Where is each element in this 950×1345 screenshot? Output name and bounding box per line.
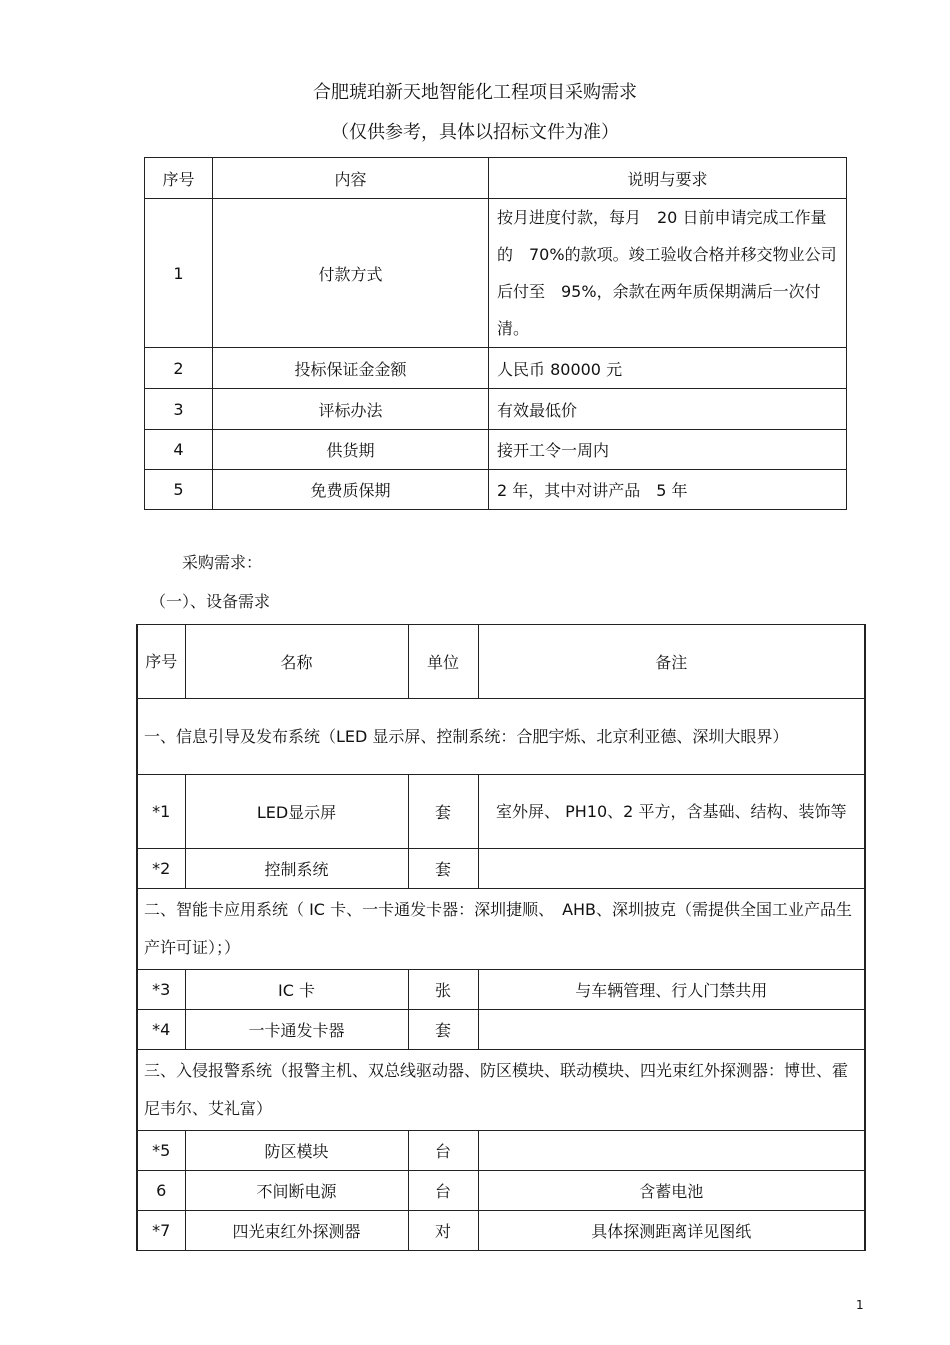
row-no: 2 <box>145 348 213 389</box>
section-row <box>137 889 865 970</box>
row-unit: 套 <box>408 849 478 889</box>
header-note: 备注 <box>478 625 865 699</box>
row-item: 供货期 <box>213 430 489 470</box>
row-note: 含蓄电池 <box>478 1171 865 1211</box>
table-row <box>145 199 847 348</box>
row-item: 免费质保期 <box>213 470 489 510</box>
row-note <box>478 1131 865 1171</box>
row-unit: 台 <box>408 1171 478 1211</box>
equipment-heading: （一）、设备需求 <box>150 592 271 611</box>
row-note <box>478 849 865 889</box>
section-row <box>137 1050 865 1131</box>
table-row <box>145 470 847 510</box>
procurement-heading: 采购需求： <box>182 553 263 572</box>
row-desc: 人民币 80000 元 <box>489 348 847 389</box>
row-desc: 接开工令一周内 <box>489 430 847 470</box>
row-note <box>478 1010 865 1050</box>
row-item: 评标办法 <box>213 389 489 430</box>
table-row <box>137 775 865 849</box>
row-desc: 有效最低价 <box>489 389 847 430</box>
row-desc: 按月进度付款，每月 20 日前申请完成工作量的 70%的款项。竣工验收合格并移交物业公司后付至 95%，余款在两年质保期满后一次付清。 <box>489 199 847 348</box>
row-name: 四光束红外探测器 <box>185 1211 408 1251</box>
table-row <box>145 389 847 430</box>
table-header-row <box>137 625 865 699</box>
header-no: 序号 <box>137 625 185 699</box>
row-no: *3 <box>137 970 185 1010</box>
row-unit: 套 <box>408 1010 478 1050</box>
table-row <box>137 1211 865 1251</box>
row-no: *1 <box>137 775 185 849</box>
payment-terms-table <box>144 157 847 510</box>
row-unit: 套 <box>408 775 478 849</box>
table-header-row <box>145 158 847 199</box>
row-item: 付款方式 <box>213 199 489 348</box>
row-item: 投标保证金金额 <box>213 348 489 389</box>
row-name: 不间断电源 <box>185 1171 408 1211</box>
table-row <box>145 430 847 470</box>
row-name: 一卡通发卡器 <box>185 1010 408 1050</box>
row-no: *5 <box>137 1131 185 1171</box>
section-row <box>137 699 865 775</box>
row-name: 控制系统 <box>185 849 408 889</box>
row-no: 6 <box>137 1171 185 1211</box>
table-row <box>137 1171 865 1211</box>
section-title: 一、信息引导及发布系统（LED 显示屏、控制系统：合肥宇烁、北京利亚德、深圳大眼界） <box>137 699 865 775</box>
document-title: 合肥琥珀新天地智能化工程项目采购需求 <box>313 82 637 103</box>
row-no: 5 <box>145 470 213 510</box>
header-item: 内容 <box>213 158 489 199</box>
section-title: 二、智能卡应用系统（ IC 卡、一卡通发卡器：深圳捷顺、 AHB、深圳披克（需提供全国工业产品生产许可证）；） <box>137 889 865 970</box>
row-desc: 2 年，其中对讲产品 5 年 <box>489 470 847 510</box>
document-subtitle: （仅供参考，具体以招标文件为准） <box>331 122 619 143</box>
table-row <box>145 348 847 389</box>
row-unit: 张 <box>408 970 478 1010</box>
section-title: 三、入侵报警系统（报警主机、双总线驱动器、防区模块、联动模块、四光束红外探测器：博世、霍尼韦尔、艾礼富） <box>137 1050 865 1131</box>
table-row <box>137 970 865 1010</box>
row-name: 防区模块 <box>185 1131 408 1171</box>
header-no: 序号 <box>145 158 213 199</box>
row-no: 3 <box>145 389 213 430</box>
row-name: LED显示屏 <box>185 775 408 849</box>
page-number: 1 <box>856 1298 864 1312</box>
table-row <box>137 849 865 889</box>
row-no: 4 <box>145 430 213 470</box>
row-no: *7 <box>137 1211 185 1251</box>
table-row <box>137 1010 865 1050</box>
row-note: 室外屏、 PH10、2 平方，含基础、结构、装饰等 <box>478 775 865 849</box>
row-no: *2 <box>137 849 185 889</box>
row-unit: 对 <box>408 1211 478 1251</box>
row-name: IC 卡 <box>185 970 408 1010</box>
header-name: 名称 <box>185 625 408 699</box>
row-unit: 台 <box>408 1131 478 1171</box>
row-no: *4 <box>137 1010 185 1050</box>
header-unit: 单位 <box>408 625 478 699</box>
equipment-table <box>136 624 866 1251</box>
header-desc: 说明与要求 <box>489 158 847 199</box>
table-row <box>137 1131 865 1171</box>
row-note: 与车辆管理、行人门禁共用 <box>478 970 865 1010</box>
row-no: 1 <box>145 199 213 348</box>
row-note: 具体探测距离详见图纸 <box>478 1211 865 1251</box>
